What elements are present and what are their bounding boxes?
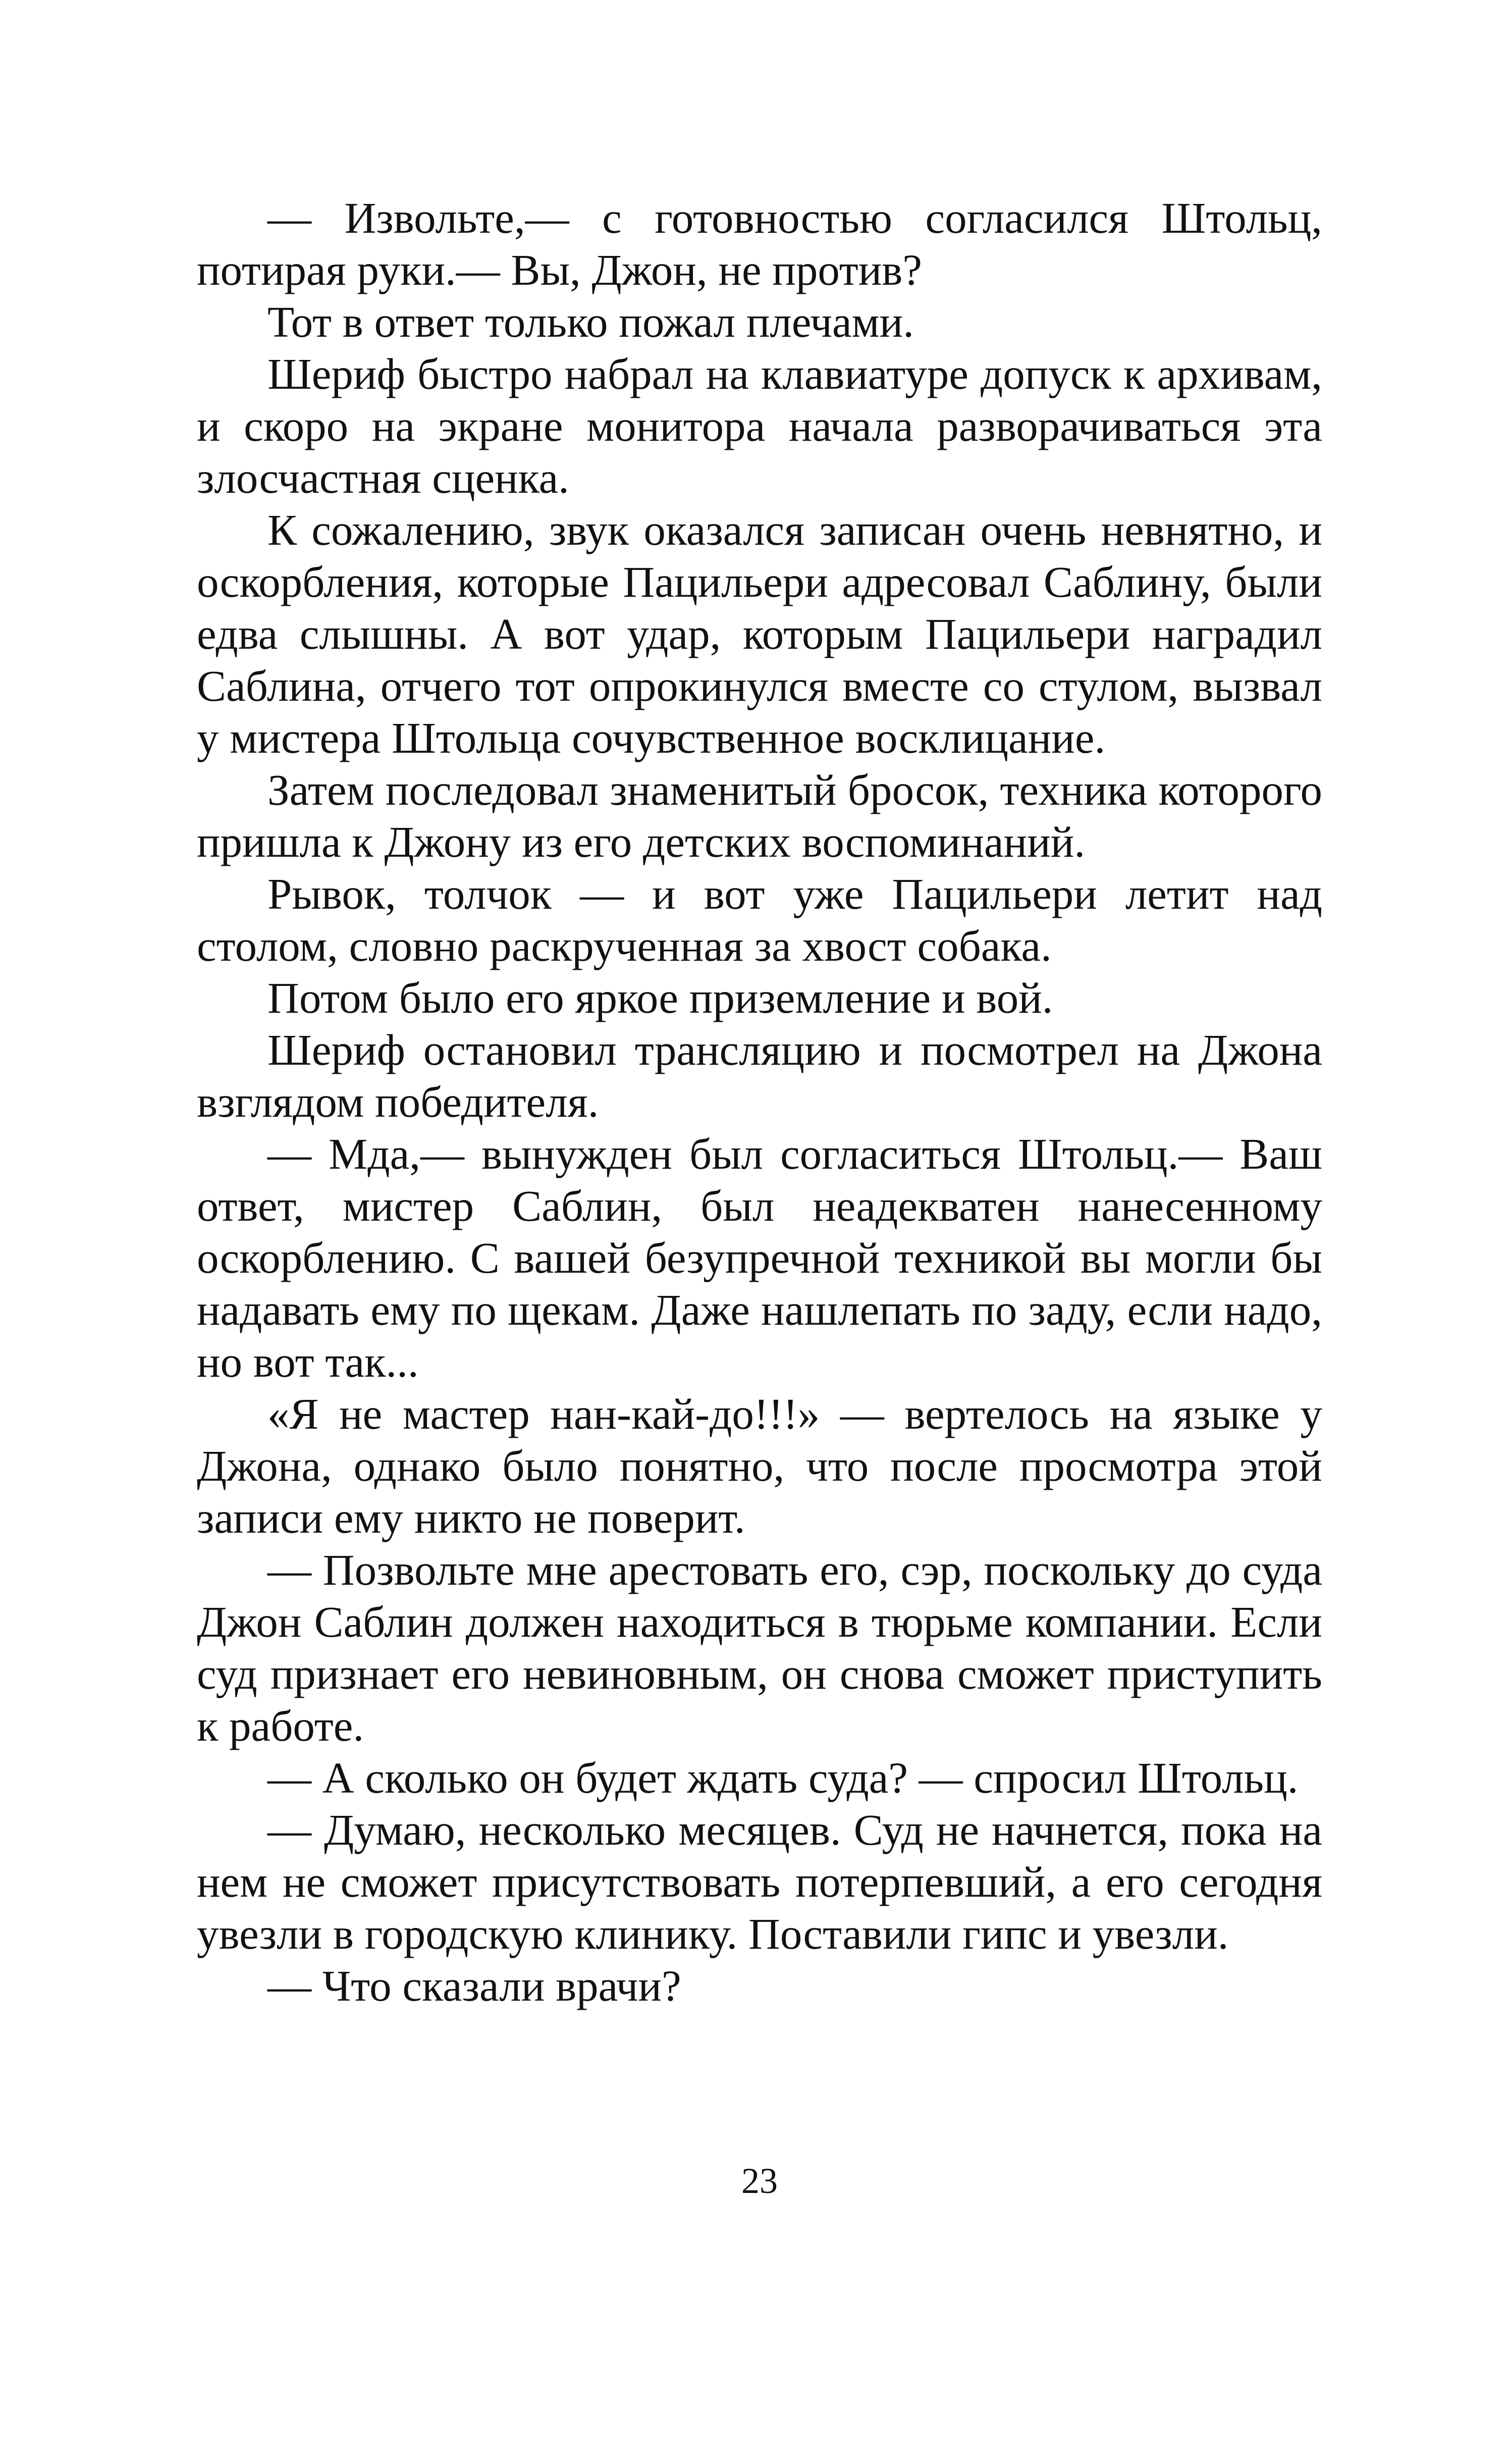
paragraph: — Что сказали врачи? (267, 1961, 681, 2010)
book-page (197, 192, 1322, 2363)
paragraph: — Мда,— вынужден был согласиться Штольц.— Ваш ответ, мистер Саблин, был неадекватен нанесенному оскорблению. С вашей безупречной техникой вы могли бы надавать ему по щекам. Даже нашлепать по заду, если надо, но вот так... (197, 1129, 1322, 1386)
page-number: 23 (741, 2161, 778, 2201)
paragraph: — А сколько он будет ждать суда? — спросил Штольц. (267, 1753, 1299, 1802)
paragraph: Затем последовал знаменитый бросок, техника которого пришла к Джону из его детских воспоминаний. (197, 765, 1322, 866)
body-text (197, 192, 1322, 2012)
paragraph: «Я не мастер нан-кай-до!!!» — вертелось на языке у Джона, однако было понятно, что после просмотра этой записи ему никто не поверит. (197, 1389, 1322, 1542)
paragraph: Тот в ответ только пожал плечами. (267, 297, 914, 346)
paragraph: Потом было его яркое приземление и вой. (267, 973, 1053, 1022)
paragraph: Шериф быстро набрал на клавиатуре допуск к архивам, и скоро на экране монитора начала разворачиваться эта злосчастная сценка. (197, 349, 1322, 502)
paragraph: — Думаю, несколько месяцев. Суд не начнется, пока на нем не сможет присутствовать потерпевший, а его сегодня увезли в городскую клинику. Поставили гипс и увезли. (197, 1805, 1322, 1958)
paragraph: К сожалению, звук оказался записан очень невнятно, и оскорбления, которые Пацильери адресовал Саблину, были едва слышны. А вот удар, которым Пацильери наградил Саблина, отчего тот опрокинулся вместе со стулом, вызвал у мистера Штольца сочувственное восклицание. (197, 505, 1322, 762)
paragraph: — Позвольте мне арестовать его, сэр, поскольку до суда Джон Саблин должен находиться в тюрьме компании. Если суд признает его невиновным, он снова сможет приступить к работе. (197, 1545, 1322, 1750)
paragraph: — Извольте,— с готовностью согласился Штольц, потирая руки.— Вы, Джон, не против? (197, 193, 1322, 294)
paragraph: Шериф остановил трансляцию и посмотрел на Джона взглядом победителя. (197, 1025, 1322, 1126)
paragraph: Рывок, толчок — и вот уже Пацильери летит над столом, словно раскрученная за хвост собака. (197, 869, 1322, 970)
